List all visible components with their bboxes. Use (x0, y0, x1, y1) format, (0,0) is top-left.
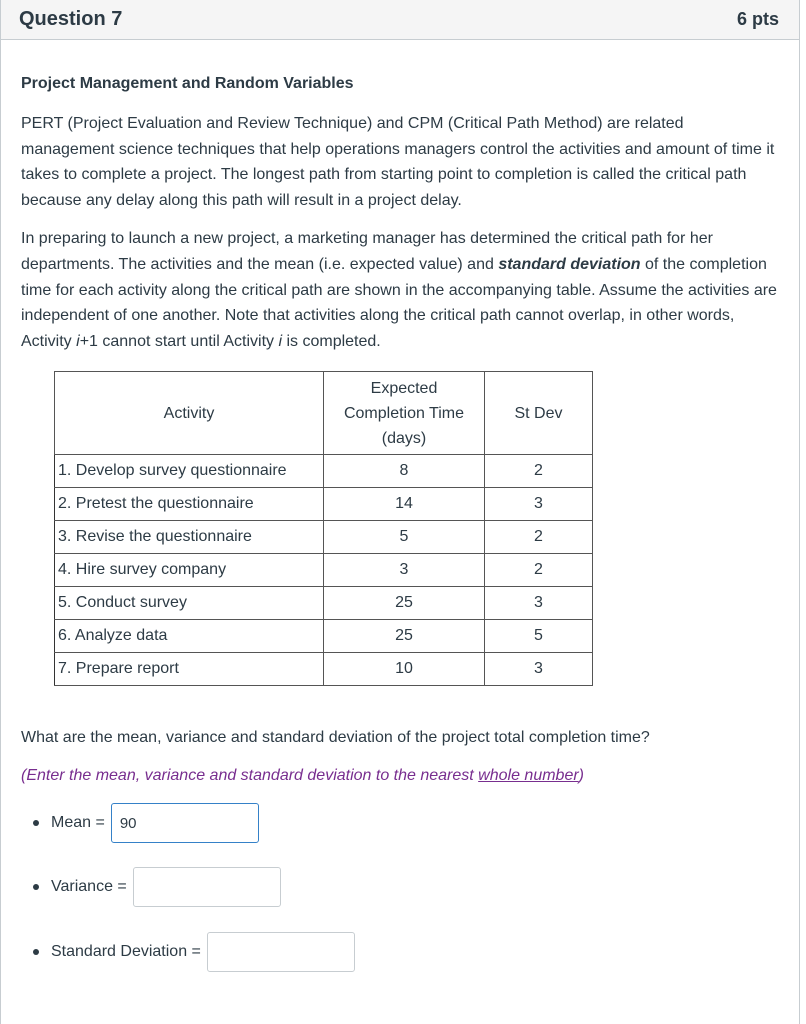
question-prompt: What are the mean, variance and standard deviation of the project total completion time? (21, 729, 650, 747)
mean-input[interactable] (111, 803, 259, 843)
expected-cell: 8 (324, 455, 485, 488)
expected-cell: 14 (324, 488, 485, 521)
context-paragraph (21, 226, 779, 354)
question-points: 6 pts (736, 9, 779, 29)
context-text-1: In preparing to launch a new project, a marketing manager has determined the critical path for her departments. The activities and the mean (i.e. expected value) and (21, 230, 713, 273)
answer-list (21, 803, 779, 972)
expected-cell: 5 (324, 521, 485, 554)
stdev-cell: 2 (485, 554, 593, 587)
table-row (55, 488, 593, 521)
context-italic-i-2: i (278, 332, 283, 350)
activity-cell: 4. Hire survey company (55, 554, 324, 587)
stdev-cell: 5 (485, 620, 593, 653)
stdev-cell: 2 (485, 521, 593, 554)
expected-cell: 3 (324, 554, 485, 587)
table-row (55, 620, 593, 653)
activity-cell: 7. Prepare report (55, 653, 324, 686)
hint-close-paren: ) (578, 767, 584, 785)
question-subtitle: Project Management and Random Variables (21, 75, 354, 92)
bullet-icon (33, 820, 39, 826)
context-italic-i-1: i (76, 332, 80, 350)
question-header (1, 0, 799, 40)
table-row (55, 653, 593, 686)
expected-cell: 25 (324, 587, 485, 620)
variance-label: Variance = (51, 878, 127, 896)
intro-paragraph: PERT (Project Evaluation and Review Technique) and CPM (Critical Path Method) are related management science techniques that help operations managers control the activities and amount of time it takes to complete a project. The longest path from starting point to completion is called the critical path because any delay along this path will result in a project delay. (21, 115, 775, 209)
header-expected-line-3: (days) (381, 429, 427, 447)
hint-text: (Enter the mean, variance and standard deviation to the nearest (21, 767, 479, 785)
stdev-cell: 3 (485, 488, 593, 521)
header-expected-line-2: Completion Time (343, 404, 465, 422)
sd-input[interactable] (207, 932, 355, 972)
bullet-icon (33, 949, 39, 955)
answer-item-variance (21, 867, 779, 907)
stdev-cell: 2 (485, 455, 593, 488)
context-text-4: is completed. (282, 332, 381, 350)
activity-cell: 1. Develop survey questionnaire (55, 455, 324, 488)
context-text-3: +1 cannot start until Activity (79, 332, 279, 350)
answer-item-mean (21, 803, 779, 843)
table-row (55, 455, 593, 488)
stdev-cell: 3 (485, 587, 593, 620)
table-row (55, 554, 593, 587)
activity-cell: 2. Pretest the questionnaire (55, 488, 324, 521)
bullet-icon (33, 884, 39, 890)
answer-hint (21, 767, 779, 785)
hint-link-whole-number[interactable]: whole number (478, 767, 579, 785)
answer-item-standard-deviation (21, 932, 779, 972)
question-title: Question 7 (19, 8, 123, 30)
mean-label: Mean = (51, 814, 105, 832)
table-row (55, 521, 593, 554)
expected-cell: 10 (324, 653, 485, 686)
table-row (55, 587, 593, 620)
stdev-cell: 3 (485, 653, 593, 686)
header-stdev: St Dev (485, 372, 593, 455)
sd-label: Standard Deviation = (51, 943, 201, 961)
header-activity: Activity (55, 372, 324, 455)
activity-cell: 5. Conduct survey (55, 587, 324, 620)
variance-input[interactable] (133, 867, 281, 907)
activity-cell: 3. Revise the questionnaire (55, 521, 324, 554)
activities-table (54, 371, 593, 686)
context-text-2: of the completion time for each activity along the critical path are shown in the accompanying table. Assume the activities are independent of one another. Note that activities along the critical path cannot overlap, in other words, Activity (21, 255, 777, 350)
header-expected (324, 372, 485, 455)
table-header-row (55, 372, 593, 455)
expected-cell: 25 (324, 620, 485, 653)
question-body (1, 75, 799, 972)
context-bold-term: standard deviation (498, 255, 641, 273)
activity-cell: 6. Analyze data (55, 620, 324, 653)
header-expected-line-1: Expected (370, 379, 438, 397)
